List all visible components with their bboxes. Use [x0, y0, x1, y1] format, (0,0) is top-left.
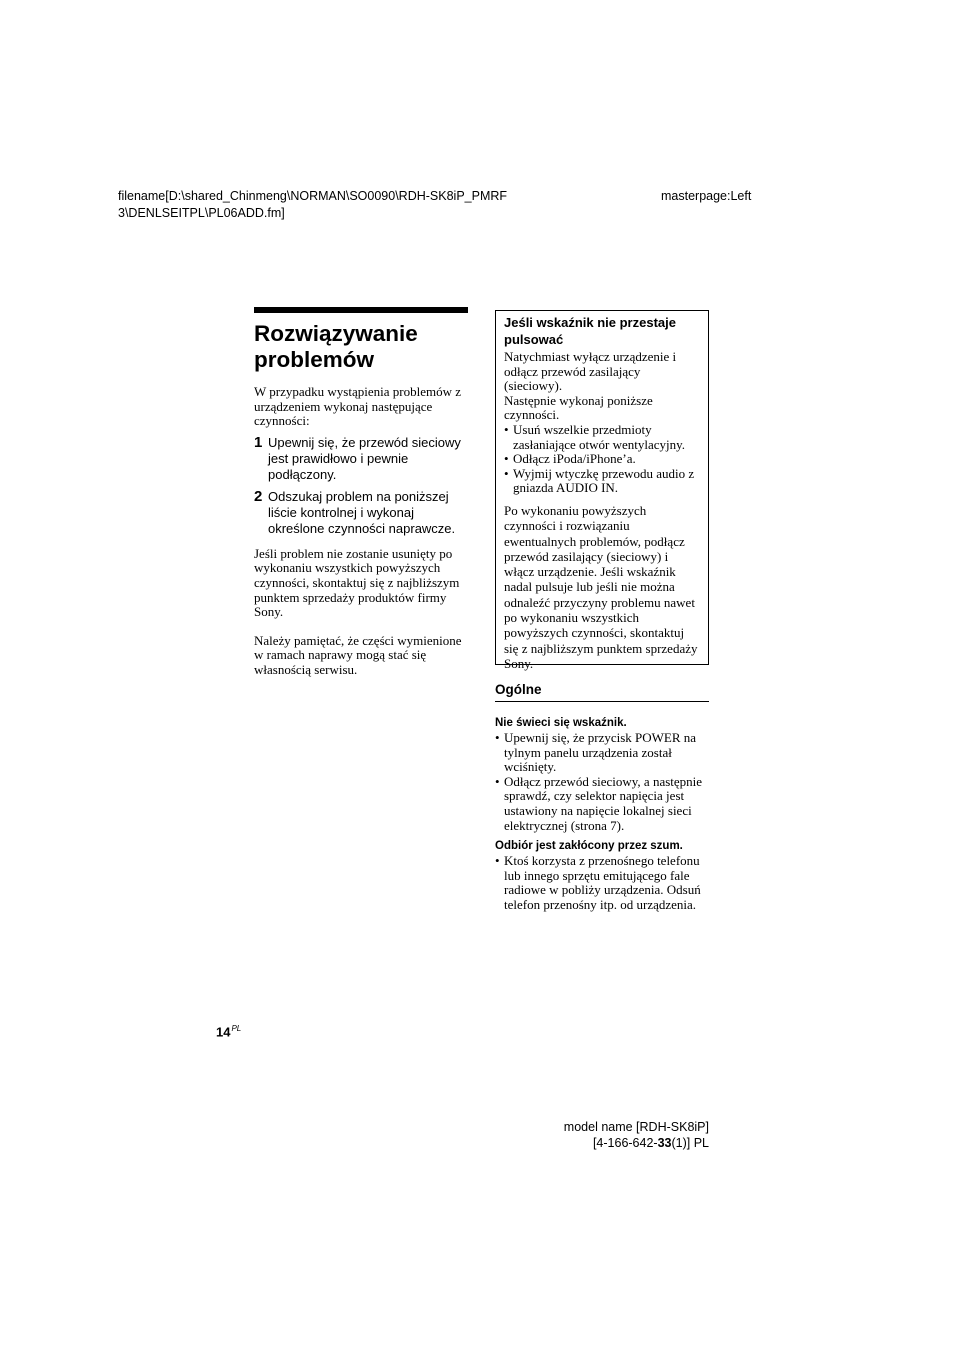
- pulsing-indicator-box: [495, 310, 709, 671]
- page-title: Rozwiązywanie problemów: [254, 321, 418, 372]
- page-number-value: 14: [216, 1024, 231, 1040]
- footer-model-name: model name [RDH-SK8iP]: [563, 1120, 709, 1134]
- unresolved-paragraph: Jeśli problem nie zostanie usunięty po wykonaniu wszystkich powyższych czynności, skontaktuj się z najbliższym punktem sprzedaży produktów firmy Sony.: [254, 545, 460, 620]
- issue-remedy-list: [495, 731, 709, 833]
- parts-paragraph: Należy pamiętać, że części wymienione w ramach naprawy mogą stać się własnością serwisu.: [254, 632, 462, 677]
- list-item: • Ktoś korzysta z przenośnego telefonu lub innego sprzętu emitującego fale radiowe w pobliży urządzenia. Odsuń telefon przenośny itp. od urządzenia.: [495, 854, 709, 912]
- footer-code: [4-166-642-33(1)] PL: [592, 1136, 709, 1150]
- section-title: Ogólne: [495, 681, 709, 702]
- issue-title: Nie świeci się wskaźnik.: [495, 717, 627, 729]
- steps-list: [254, 435, 468, 537]
- list-item: • Odłącz przewód sieciowy, a następnie sprawdź, czy selektor napięcia jest ustawiony na napięcie lokalnej sieci elektrycznej (strona 7).: [495, 775, 709, 833]
- title-rule: [254, 307, 468, 313]
- list-item: • Odłącz iPoda/iPhone’a.: [504, 452, 700, 467]
- general-section: [495, 681, 709, 919]
- issue-title: Odbiór jest zakłócony przez szum.: [495, 840, 683, 853]
- box-title: Jeśli wskaźnik nie przestaje pulsować: [504, 315, 676, 347]
- step-text: Upewnij się, że przewód sieciowy jest prawidłowo i pewnie podłączony.: [268, 434, 461, 482]
- box-line-1: Natychmiast wyłącz urządzenie i odłącz przewód zasilający (sieciowy).: [504, 349, 677, 394]
- step-text: Odszukaj problem na poniższej liście kontrolnej i wykonaj określone czynności naprawcze.: [268, 488, 456, 536]
- header-masterpage: masterpage:Left: [661, 189, 752, 203]
- step-number: 1: [254, 433, 263, 451]
- header-filename: filename[D:\shared_Chinmeng\NORMAN\SO0090\RDH-SK8iP_PMRF 3\DENLSEITPL\PL06ADD.fm]: [118, 189, 508, 220]
- list-item: • Upewnij się, że przycisk POWER na tylnym panelu urządzenia został wciśnięty.: [495, 731, 709, 775]
- list-item: • Usuń wszelkie przedmioty zasłaniające otwór wentylacyjny.: [504, 423, 700, 452]
- step-item: [254, 435, 468, 483]
- box-bullet-list: [504, 423, 700, 496]
- list-item: • Wyjmij wtyczkę przewodu audio z gniazda AUDIO IN.: [504, 467, 700, 496]
- box-after-paragraph: Po wykonaniu powyższych czynności i rozwiązaniu ewentualnych problemów, podłącz przewód zasilający (sieciowy) i włącz urządzenie. Jeśli wskaźnik nadal pulsuje lub jeśli nie można odnaleźć przyczyny problemu nawet po wykonaniu wszystkich powyższych czynności, skontaktuj się z najbliższym punktem sprzedaży Sony.: [504, 502, 698, 671]
- page-number: [216, 1024, 241, 1039]
- intro-paragraph: W przypadku wystąpienia problemów z urządzeniem wykonaj następujące czynności:: [254, 384, 461, 429]
- step-number: 2: [254, 487, 263, 505]
- left-column: [254, 307, 468, 678]
- box-line-2: Następnie wykonaj poniższe czynności.: [504, 392, 653, 423]
- step-item: [254, 489, 468, 537]
- issue-remedy-list: [495, 854, 709, 912]
- page-language-suffix: PL: [231, 1024, 242, 1033]
- footer: [520, 1119, 709, 1151]
